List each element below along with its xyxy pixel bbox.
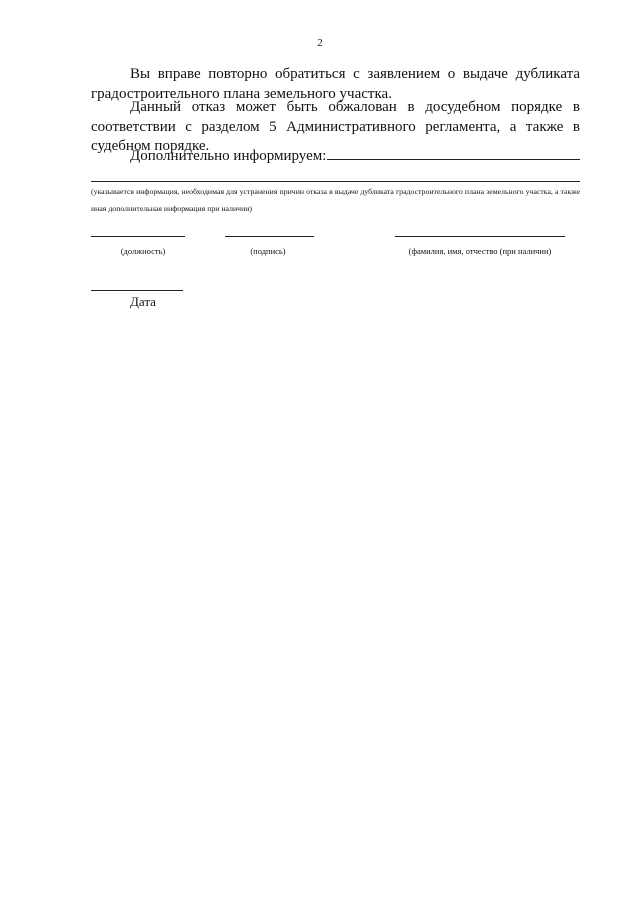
paragraph-reapply: Вы вправе повторно обратиться с заявлением о выдаче дубликата градостроительного плана земельного участка. [91, 66, 580, 102]
full-name-line [395, 236, 565, 237]
signature-line [225, 236, 314, 237]
additional-info-fill-line [327, 145, 580, 160]
paragraph-appeal: Данный отказ может быть обжалован в досудебном порядке в соответствии с разделом 5 Административного регламента, а также в судебном порядке. [91, 99, 580, 154]
additional-info-row [91, 145, 580, 167]
full-name-label: (фамилия, имя, отчество (при наличии) [408, 246, 552, 256]
signature-label: (подпись) [250, 246, 286, 256]
additional-info-line [91, 181, 580, 182]
additional-info-caption: (указывается информация, необходимая для устранения причин отказа в выдаче дубликата градостроительного плана земельного участка, а также иная дополнительная информация при наличии) [91, 187, 580, 213]
position-label: (должность) [120, 246, 166, 256]
position-line [91, 236, 185, 237]
date-label: Дата [130, 294, 156, 309]
date-line [91, 290, 183, 291]
page-number: 2 [317, 37, 323, 49]
additional-info-label: Дополнительно информируем: [130, 148, 327, 164]
